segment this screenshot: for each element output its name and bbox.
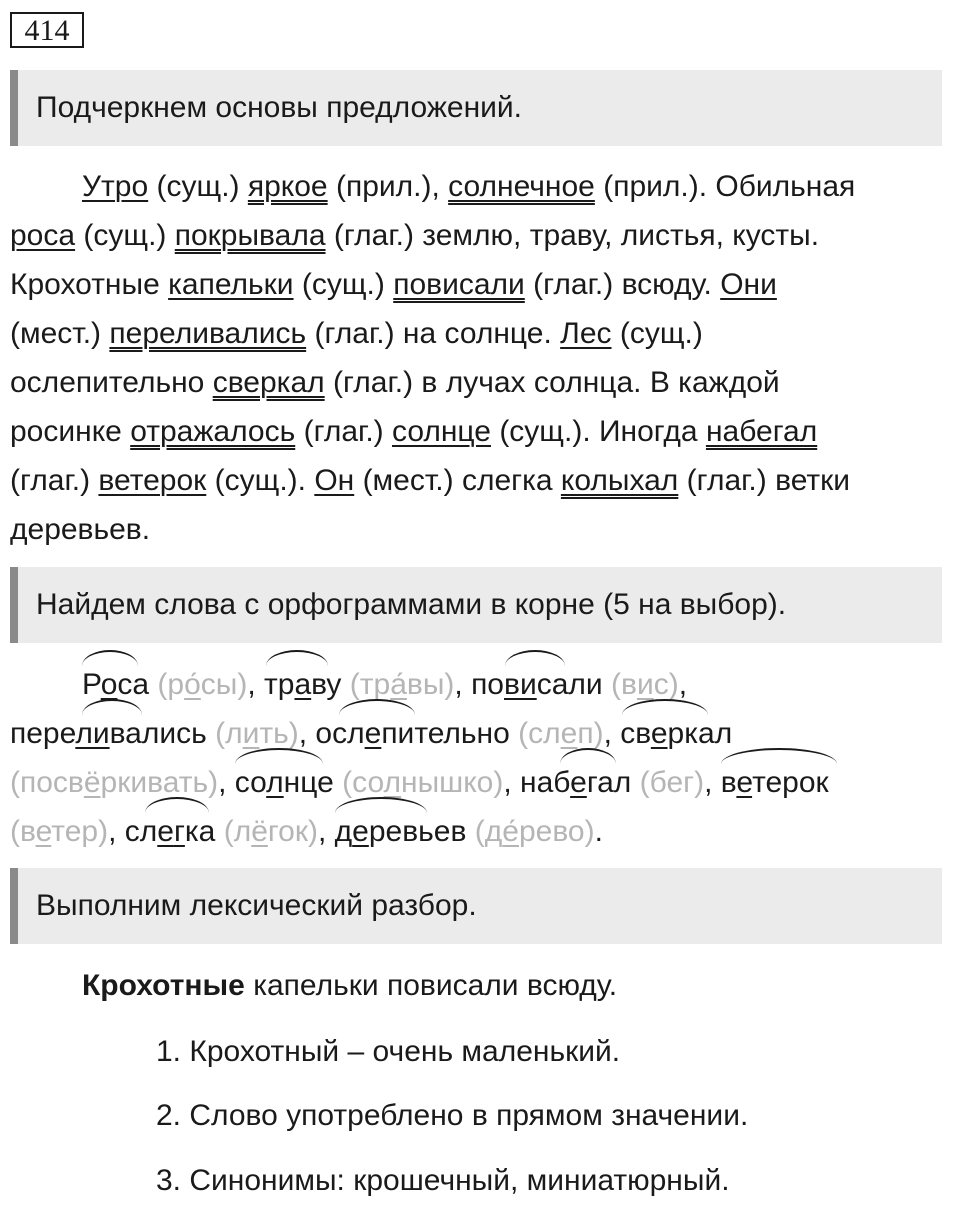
lexical-item-2: 2. Слово употреблено в прямом значении. (156, 1099, 749, 1132)
root-word-oslepitelno: ослепительно (315, 709, 509, 758)
root-word-sverkal: сверкал (620, 709, 732, 758)
predicate-word: переливались (109, 317, 307, 350)
predicate-word: солнечное (448, 170, 595, 203)
root-word-rosa: Роса (82, 660, 149, 709)
subject-word: ветерок (98, 464, 207, 497)
subject-word: роса (10, 219, 76, 252)
lexical-sentence: Крохотные капельки повисали всюду. (82, 969, 618, 1002)
check-word: (де́рево) (474, 815, 595, 848)
paragraph-sentence-bases: Утро (сущ.) яркое (прил.), солнечное (прил.). Обильная роса (сущ.) покрывала (глаг.) землю, траву, листья, кусты. Крохотные капельки (сущ.) повисали (глаг.) всюду. Они (мест.) переливались (глаг.) на солнце. Лес (сущ.) ослепительно сверкал (глаг.) в лучах солнца. В каждой росинке отражалось (глаг.) солнце (сущ.). Иногда набегал (глаг.) ветерок (сущ.). Он (мест.) слегка колыхал (глаг.) ветки деревьев. (10, 170, 856, 546)
subject-word: солнце (392, 415, 491, 448)
check-word: (солнышко) (342, 766, 504, 799)
section-title-3: Выполним лексический разбор. (10, 868, 942, 944)
check-word: (бег) (639, 766, 705, 799)
predicate-word: колыхал (560, 464, 679, 497)
root-word-solnce: солнце (235, 758, 334, 807)
root-word-perelivalis: переливались (10, 709, 207, 758)
paragraph-root-spellings: Роса (ро́сы), траву (тра́вы), повисали (вис), переливались (лить), ослепительно (слеп), сверкал (посвёркивать), солнце (солнышко), набегал (бег), ветерок (ветер), слегка (лёгок), деревьев (де́рево). (10, 660, 950, 856)
subject-word: Лес (560, 317, 612, 350)
subject-word: Утро (82, 170, 149, 203)
subject-word: капельки (168, 268, 294, 301)
subject-word: Он (314, 464, 355, 497)
predicate-word: покрывала (174, 219, 326, 252)
root-word-povisali: повисали (471, 660, 603, 709)
check-word: (слеп) (518, 717, 604, 750)
check-word: (лёгок) (223, 815, 318, 848)
root-word-derevev: деревьев (335, 807, 467, 856)
check-word: (ро́сы) (157, 668, 248, 701)
predicate-word: сверкал (212, 366, 325, 399)
lexical-item-3: 3. Синонимы: крошечный, миниатюрный. (156, 1164, 730, 1197)
task-number: 414 (10, 12, 84, 48)
analyzed-word: Крохотные (82, 969, 245, 1002)
root-word-slegka: слегка (125, 807, 216, 856)
check-word: (ветер) (10, 815, 109, 848)
predicate-word: отражалось (130, 415, 296, 448)
root-word-travu: траву (264, 660, 341, 709)
check-word: (тра́вы) (349, 668, 455, 701)
predicate-word: повисали (393, 268, 525, 301)
predicate-word: яркое (247, 170, 328, 203)
section-title-1: Подчеркнем основы предложений. (10, 70, 942, 146)
predicate-word: набегал (705, 415, 818, 448)
root-word-veterok: ветерок (721, 758, 829, 807)
subject-word: Они (720, 268, 777, 301)
root-word-nabegal: набегал (520, 758, 631, 807)
check-word: (лить) (215, 717, 299, 750)
check-word: (посвёркивать) (10, 766, 219, 799)
lexical-item-1: 1. Крохотный – очень маленький. (156, 1035, 621, 1068)
check-word: (вис) (611, 668, 679, 701)
section-title-2: Найдем слова с орфограммами в корне (5 на выбор). (10, 567, 942, 643)
